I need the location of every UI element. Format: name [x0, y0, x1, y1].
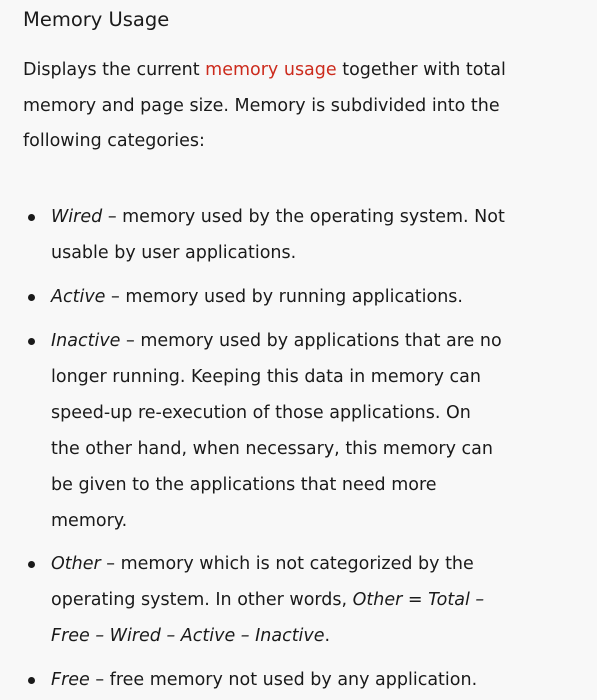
- list-item-text: [51, 662, 591, 698]
- memory-usage-link[interactable]: memory usage: [205, 60, 337, 80]
- list-item-line: the other hand, when necessary, this memory can: [51, 439, 493, 459]
- list-item-line: Free – Wired – Active – Inactive.: [51, 626, 331, 646]
- list-item-text: [51, 199, 591, 271]
- formula-part: Other = Total –: [352, 590, 485, 610]
- term-free: Free: [51, 670, 90, 690]
- intro-suffix: together with total: [336, 60, 506, 80]
- list-item-line: Active – memory used by running applications.: [51, 287, 463, 307]
- list-item-line: operating system. In other words, Other = Total –: [51, 590, 485, 610]
- list-item-text: [51, 323, 591, 539]
- bullet-icon: [28, 338, 35, 345]
- list-item-line: memory.: [51, 511, 128, 531]
- list-item-line: Inactive – memory used by applications that are no: [51, 331, 502, 351]
- intro-paragraph: [23, 53, 583, 160]
- term-wired: Wired: [51, 207, 103, 227]
- term-inactive: Inactive: [51, 331, 121, 351]
- bullet-icon: [28, 561, 35, 568]
- term-active: Active: [51, 287, 106, 307]
- term-other: Other: [51, 554, 101, 574]
- formula-part: Free – Wired – Active – Inactive: [51, 626, 325, 646]
- list-item-line: Free – free memory not used by any application.: [51, 670, 478, 690]
- intro-prefix: Displays the current: [23, 60, 206, 80]
- list-item-line: longer running. Keeping this data in memory can: [51, 367, 481, 387]
- list-item-line: speed-up re-execution of those applications. On: [51, 403, 471, 423]
- section-heading: Memory Usage: [23, 8, 170, 31]
- list-item-line: Other – memory which is not categorized by the: [51, 554, 474, 574]
- intro-line-1: [23, 53, 583, 89]
- bullet-icon: [28, 294, 35, 301]
- bullet-icon: [28, 677, 35, 684]
- intro-line-3: following categories:: [23, 131, 205, 151]
- intro-line-2: memory and page size. Memory is subdivided into the: [23, 95, 500, 116]
- list-item-text: [51, 546, 591, 654]
- list-item-line: be given to the applications that need more: [51, 475, 437, 495]
- list-item-line: usable by user applications.: [51, 243, 297, 263]
- list-item-line: Wired – memory used by the operating system. Not: [51, 207, 505, 227]
- list-item-text: [51, 279, 591, 315]
- bullet-icon: [28, 214, 35, 221]
